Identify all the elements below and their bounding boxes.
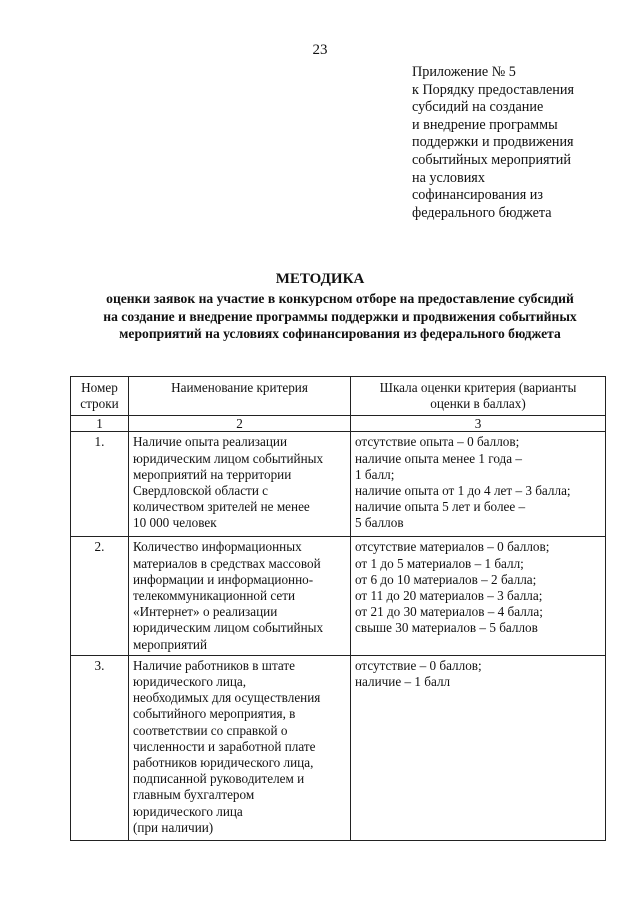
criterion-line: мероприятий [133,636,208,652]
appendix-note [412,64,632,222]
column-index: 2 [129,416,351,432]
header-num-line: строки [80,396,119,412]
scale-line: от 21 до 30 материалов – 4 балла; [355,604,543,620]
scale-line: от 11 до 20 материалов – 3 балла; [355,588,543,604]
criterion-line: Свердловской области с [133,483,269,499]
appendix-line: федерального бюджета [412,204,552,221]
header-criterion [129,377,351,416]
criterion-line: юридического лица [133,803,243,819]
page-number: 23 [312,42,328,58]
criterion-line: соответствии со справкой о [133,722,288,738]
scale-line: от 1 до 5 материалов – 1 балл; [355,555,524,571]
criterion-line: (при наличии) [133,819,214,835]
header-scale-line: оценки в баллах) [430,396,526,412]
appendix-line: к Порядку предоставления [412,81,574,98]
criterion-line: количеством зрителей не менее [133,499,310,515]
criterion-line: необходимых для осуществления [133,690,321,706]
appendix-line: софинансирования из [412,187,543,204]
appendix-line: поддержки и продвижения [412,134,574,151]
scale-line: отсутствие опыта – 0 баллов; [355,434,520,450]
criterion-line: юридическим лицом событийных [133,450,324,466]
row-number: 3. [71,655,129,840]
subtitle-line: оценки заявок на участие в конкурсном отборе на предоставление субсидий [106,291,574,306]
criterion-line: главным бухгалтером [133,787,255,803]
scale-line: свыше 30 материалов – 5 баллов [355,620,538,636]
column-index: 1 [71,416,129,432]
scale-line: от 6 до 10 материалов – 2 балла; [355,571,537,587]
scale-line: отсутствие – 0 баллов; [355,657,482,673]
criterion-line: Наличие опыта реализации [133,434,288,450]
subtitle-line: на создание и внедрение программы поддержки и продвижения событийных [103,308,577,324]
criterion-line: Наличие работников в штате [133,657,296,673]
header-scale-line: Шкала оценки критерия (варианты [379,380,577,395]
table-row [71,432,606,537]
subtitle-line: мероприятий на условиях софинансирования из федерального бюджета [119,326,561,342]
appendix-line: и внедрение программы [412,116,558,133]
appendix-line: на условиях [412,169,485,186]
criterion-cell [129,655,351,840]
scale-line: 5 баллов [355,515,404,531]
scale-line: наличие опыта от 1 до 4 лет – 3 балла; [355,483,571,499]
criterion-line: работников юридического лица, [133,755,314,771]
table-row [71,655,606,840]
criterion-line: подписанной руководителем и [133,771,305,787]
header-row [71,377,606,416]
criterion-line: 10 000 человек [133,515,217,531]
scale-cell [351,432,606,537]
header-criterion-line: Наименование критерия [171,380,308,395]
criterion-line: мероприятий на территории [133,466,292,482]
scale-line: 1 балл; [355,466,395,482]
criterion-line: юридическим лицом событийных [133,620,324,636]
scale-line: наличие – 1 балл [355,674,451,690]
scale-cell [351,537,606,655]
scale-line: отсутствие материалов – 0 баллов; [355,539,550,555]
row-number: 2. [71,537,129,655]
criterion-cell [129,432,351,537]
header-num-line: Номер [81,380,118,395]
criterion-line: юридического лица, [133,674,247,690]
criteria-table [70,376,606,841]
appendix-line: субсидий на создание [412,99,544,116]
row-number: 1. [71,432,129,537]
column-index: 3 [351,416,606,432]
header-scale [351,377,606,416]
appendix-line: Приложение № 5 [412,64,516,80]
scale-cell [351,655,606,840]
criterion-line: информации и информационно- [133,571,314,587]
scale-line: наличие опыта менее 1 года – [355,450,522,466]
criterion-line: событийного мероприятия, в [133,706,296,722]
criterion-line: телекоммуникационной сети [133,588,296,604]
criterion-line: материалов в средствах массовой [133,555,321,571]
table-row [71,537,606,655]
document-title: МЕТОДИКА [275,271,365,287]
criterion-cell [129,537,351,655]
appendix-line: событийных мероприятий [412,151,571,168]
criterion-line: Количество информационных [133,539,302,555]
scale-line: наличие опыта 5 лет и более – [355,499,526,515]
header-num [71,377,129,416]
criterion-line: численности и заработной плате [133,738,316,754]
document-subtitle [60,290,620,343]
column-index-row [71,416,606,432]
criterion-line: «Интернет» о реализации [133,604,278,620]
